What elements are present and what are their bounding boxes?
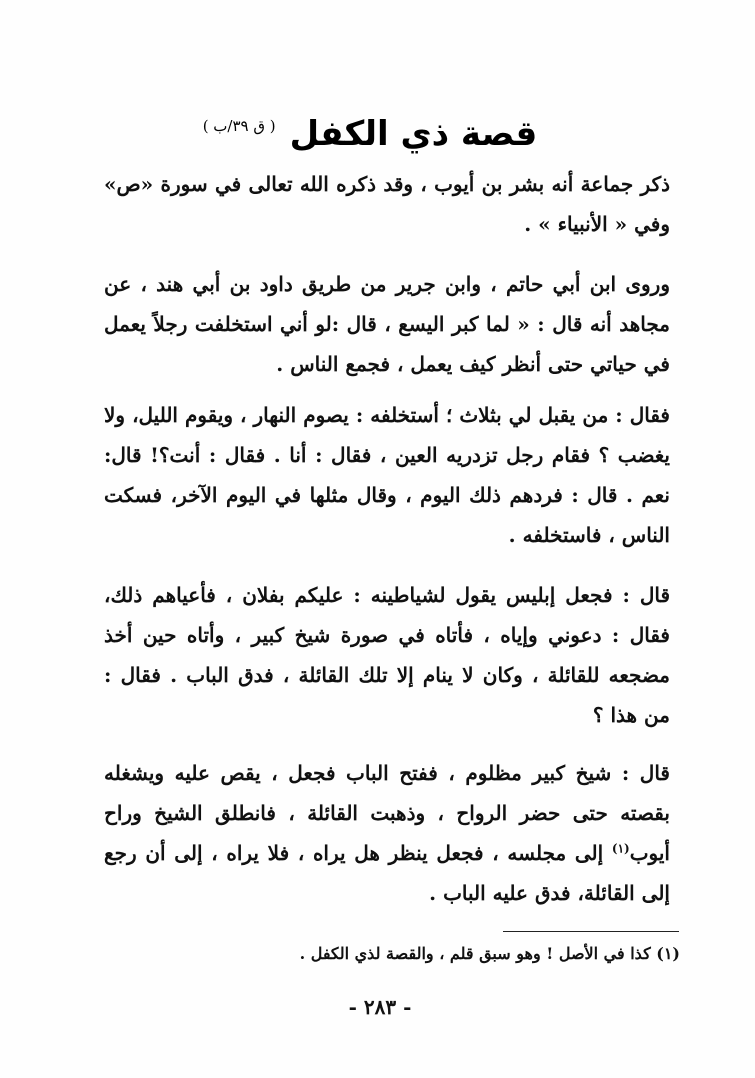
paragraph-2: وروى ابن أبي حاتم ، وابن جرير من طريق داود بن أبي هند ، عن مجاهد أنه قال : « لما كبر اليسع ، قال :لو أني استخلفت رجلاً يعمل في حياتي حتى أنظر كيف يعمل ، فجمع الناس .: [104, 272, 670, 376]
paragraph-3: فقال : من يقبل لي بثلاث ؛ أستخلفه : يصوم النهار ، ويقوم الليل، ولا يغضب ؟ فقام رجل تزدريه العين ، فقال : أنا . فقال : أنت؟! قال: نعم . قال : فردهم ذلك اليوم ، وقال مثلها في اليوم الآخر، فسكت الناس ، فاستخلفه .: [104, 403, 670, 547]
chapter-heading: [60, 104, 680, 164]
paragraph-5: [104, 753, 670, 913]
footnote: (١) كذا في الأصل ! وهو سبق قلم ، والقصة لذي الكفل .: [299, 944, 680, 963]
footnote-marker: (١): [611, 841, 630, 856]
paragraph-5-text-a: قال : شيخ كبير مظلوم ، ففتح الباب فجعل ، يقص عليه ويشغله بقصته حتى حضر الرواح ، وذهبت القائلة ، فانطلق الشيخ وراح أيوب: [104, 761, 670, 865]
footnote-divider: [503, 931, 679, 932]
page-number: - ٢٨٣ -: [348, 995, 412, 1019]
manuscript-reference: ( ق ٣٩/ب ): [202, 117, 276, 135]
paragraph-1: ذكر جماعة أنه بشر بن أيوب ، وقد ذكره الله تعالى في سورة «ص» وفي « الأنبياء » .: [104, 172, 670, 236]
chapter-title: قصة ذي الكفل: [289, 114, 538, 154]
paragraph-4: قال : فجعل إبليس يقول لشياطينه : عليكم بفلان ، فأعياهم ذلك، فقال : دعوني وإياه ، فأتاه في صورة شيخ كبير ، وأتاه حين أخذ مضجعه للقائلة ، وكان لا ينام إلا تلك القائلة ، فدق الباب . فقال : من هذا ؟: [104, 583, 670, 727]
paragraph-5-text-b: إلى مجلسه ، فجعل ينظر هل يراه ، فلا يراه ، إلى أن رجع إلى القائلة، فدق عليه الباب .: [104, 841, 670, 905]
